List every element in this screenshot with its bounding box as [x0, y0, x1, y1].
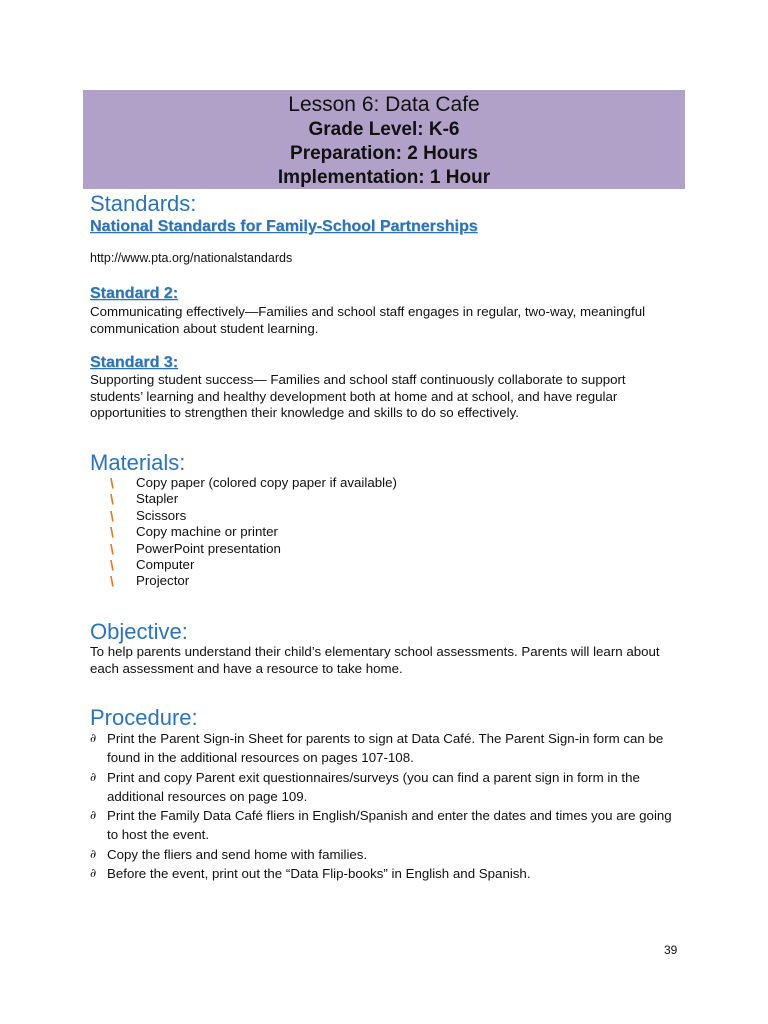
procedure-list	[90, 729, 680, 883]
slash-bullet-icon: \	[110, 491, 114, 508]
materials-heading: Materials:	[90, 450, 186, 475]
partial-bullet-icon: ∂	[90, 808, 97, 823]
partial-bullet-icon: ∂	[90, 769, 97, 784]
objective-heading: Objective:	[90, 619, 188, 644]
partial-bullet-icon: ∂	[90, 846, 97, 861]
lesson-title: Lesson 6: Data Cafe	[288, 93, 480, 116]
standard-3-label: Standard 3:	[90, 354, 179, 371]
preparation-time: Preparation: 2 Hours	[290, 143, 478, 164]
list-item: \ Scissors	[110, 507, 187, 524]
standards-subheading: National Standards for Family-School Partnerships	[90, 218, 478, 235]
list-item: ∂ Before the event, print out the “Data Flip-books” in English and Spanish.	[90, 864, 680, 883]
partial-bullet-icon: ∂	[90, 731, 97, 745]
list-item: \ Stapler	[110, 491, 179, 508]
list-item: \ Computer	[110, 557, 195, 574]
standard-3-text: Supporting student success— Families and school staff continuously collaborate to support students’ learning and healthy development both at home and at school, and have regular opportunities to strengthen their knowledge and skills to do so effectively.	[90, 372, 626, 420]
list-item: ∂ Copy the fliers and send home with families.	[90, 845, 680, 864]
list-item: ∂ Print the Family Data Café fliers in English/Spanish and enter the dates and times you are going to host the event.	[90, 808, 672, 843]
slash-bullet-icon: \	[110, 507, 114, 524]
materials-list	[110, 475, 397, 590]
list-item: \ Copy paper (colored copy paper if available)	[110, 475, 397, 491]
partial-bullet-icon: ∂	[90, 866, 97, 881]
procedure-heading: Procedure:	[90, 705, 198, 730]
objective-text: To help parents understand their child’s elementary school assessments. Parents will learn about each assessment and have a resource to take home.	[90, 644, 660, 676]
list-item: \ Projector	[110, 573, 190, 590]
standard-2-label: Standard 2:	[90, 285, 179, 302]
standard-2-text: Communicating effectively—Families and school staff engages in regular, two-way, meaningful communication about student learning.	[90, 304, 646, 336]
grade-level: Grade Level: K-6	[308, 119, 460, 140]
list-item: \ Copy machine or printer	[110, 524, 278, 541]
list-item: \ PowerPoint presentation	[110, 540, 281, 557]
slash-bullet-icon: \	[110, 557, 114, 574]
standards-heading: Standards:	[90, 191, 197, 216]
standards-url[interactable]: http://www.pta.org/nationalstandards	[90, 251, 293, 265]
slash-bullet-icon: \	[110, 475, 114, 491]
slash-bullet-icon: \	[110, 524, 114, 541]
slash-bullet-icon: \	[110, 573, 114, 590]
slash-bullet-icon: \	[110, 540, 114, 557]
page-number: 39	[664, 943, 678, 957]
implementation-time: Implementation: 1 Hour	[277, 167, 491, 188]
list-item: ∂ Print the Parent Sign-in Sheet for parents to sign at Data Café. The Parent Sign-in form can be found in the additional resources on pages 107-108.	[90, 731, 664, 766]
list-item: ∂ Print and copy Parent exit questionnaires/surveys (you can find a parent sign in form in the additional resources on page 109.	[90, 769, 640, 804]
lesson-header	[83, 90, 685, 189]
